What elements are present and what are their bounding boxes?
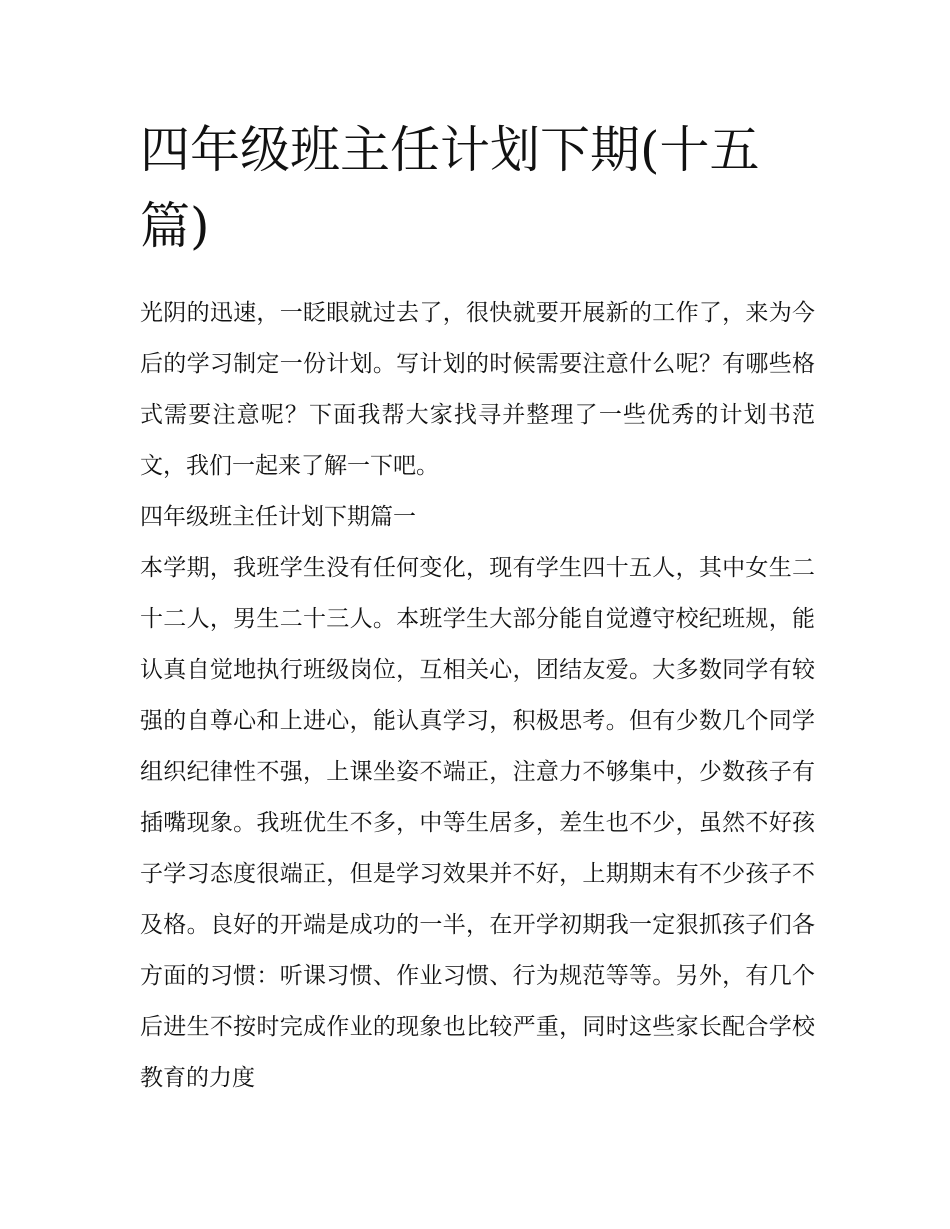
body-paragraph: 本学期，我班学生没有任何变化，现有学生四十五人，其中女生二十二人，男生二十三人。本班学生大部分能自觉遵守校纪班规，能认真自觉地执行班级岗位，互相关心，团结友爱。大多数同学有较强的自尊心和上进心，能认真学习，积极思考。但有少数几个同学组织纪律性不强，上课坐姿不端正，注意力不够集中，少数孩子有插嘴现象。我班优生不多，中等生居多，差生也不少，虽然不好孩子学习态度很端正，但是学习效果并不好，上期期末有不少孩子不及格。良好的开端是成功的一半，在开学初期我一定狠抓孩子们各方面的习惯：听课习惯、作业习惯、行为规范等等。另外，有几个后进生不按时完成作业的现象也比较严重，同时这些家长配合学校教育的力度 <box>140 555 815 1091</box>
document-page <box>140 112 815 1104</box>
section-heading: 四年级班主任计划下期篇一 <box>140 504 416 530</box>
document-body <box>140 288 815 1104</box>
document-title: 四年级班主任计划下期(十五篇) <box>140 121 760 255</box>
intro-paragraph: 光阴的迅速，一眨眼就过去了，很快就要开展新的工作了，来为今后的学习制定一份计划。写计划的时候需要注意什么呢？有哪些格式需要注意呢？下面我帮大家找寻并整理了一些优秀的计划书范文，我们一起来了解一下吧。 <box>140 300 815 479</box>
